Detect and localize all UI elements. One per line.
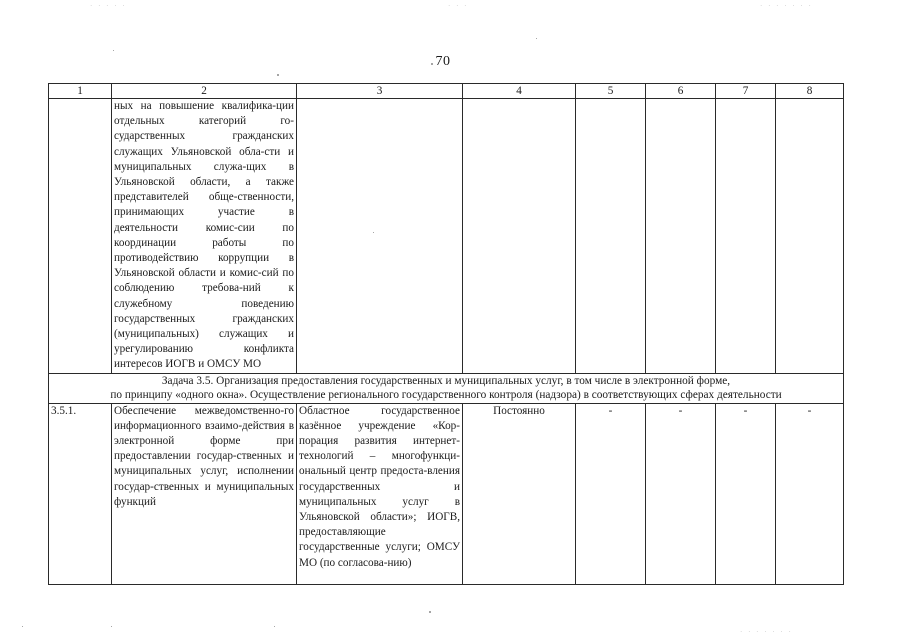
column-number-4: 4 (463, 84, 576, 99)
cell-term: Постоянно (463, 403, 576, 584)
cell-measure-description: ных на повышение квалифика-ции отдельных категорий го-сударственных гражданских служащих Ульяновской обла-сти и муниципальных служа-щих в Ульяновской области, а также представителей обще-ственности, принимающих участие в деятельности комис-сии по координации работы по противодействию коррупции в Ульяновской области и комис-сий по соблюдению требова-ний к служебному поведению государственных гражданских (муниципальных) служащих и урегулированию конфликта интересов ИОГВ и ОМСУ МО (112, 99, 297, 374)
bleed-through-mark: · · · · · · · (740, 628, 793, 636)
table-header-row (49, 84, 844, 99)
cell-measure-description: Обеспечение межведомственно-го информационного взаимо-действия в электронной форме при предоставлении государ-ственных и муниципальных услуг, исполнении государ-ственных и муниципальных функций (112, 403, 297, 584)
cell-col8: - (776, 403, 844, 584)
cell-col6 (646, 99, 716, 374)
task-heading-line-1: Задача 3.5. Организация предоставления государственных и муниципальных услуг, в том числе в электронной форме, (161, 374, 731, 387)
cell-responsible: Областное государственное казённое учреждение «Кор-порация развития интернет-технологий – многофункци-ональный центр предоста-вления государственных и муниципальных услуг в Ульяновской области»; ИОГВ, предоставляющие государственные услуги; ОМСУ МО (по согласова-нию) (297, 403, 463, 584)
cell-col5 (576, 99, 646, 374)
table-row (49, 403, 844, 584)
program-table (48, 83, 844, 585)
cell-col6: - (646, 403, 716, 584)
cell-col7: - (716, 403, 776, 584)
task-heading-row (49, 373, 844, 403)
bleed-through-mark: · · · · · (90, 2, 127, 10)
page-number: 70 (435, 54, 451, 69)
column-number-2: 2 (112, 84, 297, 99)
column-number-5: 5 (576, 84, 646, 99)
cell-responsible (297, 99, 463, 374)
bleed-through-mark: · · · · · · · (760, 2, 813, 10)
cell-col8 (776, 99, 844, 374)
column-number-1: 1 (49, 84, 112, 99)
column-number-6: 6 (646, 84, 716, 99)
cell-col7 (716, 99, 776, 374)
bleed-through-mark: · · · (448, 2, 469, 10)
column-number-3: 3 (297, 84, 463, 99)
cell-col5: - (576, 403, 646, 584)
scan-speck (277, 74, 279, 76)
scan-speck (111, 626, 112, 627)
column-number-8: 8 (776, 84, 844, 99)
table-row (49, 99, 844, 374)
column-number-7: 7 (716, 84, 776, 99)
task-heading-line-2: по принципу «одного окна». Осуществление регионального государственного контроля (надзора) в соответствующих сферах деятельности (110, 389, 782, 402)
scan-speck (274, 626, 275, 627)
task-heading (49, 373, 844, 403)
cell-item-number: 3.5.1. (49, 403, 112, 584)
scan-speck (429, 611, 431, 613)
scan-speck (431, 63, 433, 65)
cell-term (463, 99, 576, 374)
scan-speck (373, 232, 374, 233)
cell-item-number (49, 99, 112, 374)
scan-speck (113, 50, 114, 51)
scan-speck (22, 626, 23, 627)
scan-speck (536, 38, 537, 39)
